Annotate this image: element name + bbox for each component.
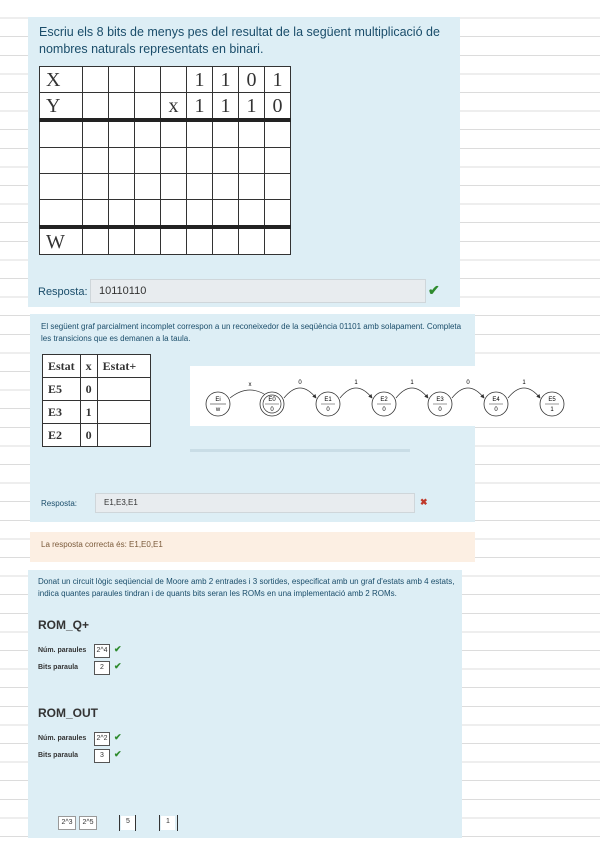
- table-row: [43, 401, 151, 424]
- grid-cell: 1: [213, 67, 239, 93]
- state-name: E4: [492, 397, 500, 403]
- table-cell-x: 0: [80, 424, 97, 447]
- grid-cell: [83, 148, 109, 174]
- grid-cell: [109, 120, 135, 148]
- grid-row: [40, 174, 291, 200]
- state-output: 0: [438, 407, 442, 413]
- grid-cell: 1: [239, 93, 265, 121]
- table-cell-next[interactable]: [97, 378, 150, 401]
- table-header-estat: Estat: [43, 355, 81, 378]
- grid-cell: 1: [213, 93, 239, 121]
- num-paraules-label: Núm. paraules: [38, 647, 87, 654]
- answer-input[interactable]: E1,E3,E1: [95, 493, 415, 513]
- correct-answer-feedback: La resposta correcta és: E1,E0,E1: [41, 540, 163, 549]
- grid-cell: [135, 93, 161, 121]
- grid-cell: [161, 200, 187, 228]
- grid-cell: [187, 148, 213, 174]
- grid-cell: [187, 227, 213, 255]
- question-1-prompt: Escriu els 8 bits de menys pes del resultat de la següent multiplicació de nombres naturals representats en binari.: [39, 25, 440, 56]
- grid-cell: [109, 148, 135, 174]
- grid-cell: [161, 67, 187, 93]
- state-name: E5: [548, 397, 556, 403]
- answer-input[interactable]: 10110110: [90, 279, 426, 303]
- grid-cell: [239, 200, 265, 228]
- grid-row: [40, 93, 291, 121]
- feedback-box: [30, 532, 475, 562]
- grid-cell: [83, 200, 109, 228]
- grid-cell: [109, 174, 135, 200]
- wrong-cross-icon: ✖: [420, 497, 428, 507]
- check-icon: ✔: [114, 732, 122, 742]
- table-row: [43, 378, 151, 401]
- init-state-bottom-label: w: [215, 407, 221, 413]
- grid-cell: [83, 93, 109, 121]
- grid-cell: 1: [265, 67, 291, 93]
- grid-cell: [265, 174, 291, 200]
- grid-cell: [213, 227, 239, 255]
- grid-cell: [83, 174, 109, 200]
- table-cell-next[interactable]: [97, 401, 150, 424]
- question-3-card: [28, 570, 462, 838]
- grid-cell: [161, 227, 187, 255]
- grid-cell: [83, 67, 109, 93]
- grid-cell: [161, 120, 187, 148]
- edge-label: 0: [466, 380, 470, 386]
- question-1-card: [28, 17, 460, 307]
- grid-cell: 1: [187, 67, 213, 93]
- rom-q-bits-paraula-drop[interactable]: 2: [94, 661, 110, 675]
- rom-out-bits-paraula-drop[interactable]: 3: [94, 749, 110, 763]
- state-graph: [190, 366, 600, 426]
- grid-row: [40, 148, 291, 174]
- state-name: E1: [324, 397, 332, 403]
- init-state-top-label: Ei: [215, 397, 221, 403]
- grid-cell: [109, 200, 135, 228]
- edge-label: 1: [522, 380, 526, 386]
- rom-q-title: ROM_Q+: [38, 618, 90, 632]
- table-cell-x: 0: [80, 378, 97, 401]
- answer-label: Resposta:: [38, 286, 88, 298]
- grid-cell: [109, 93, 135, 121]
- table-header-next: Estat+: [97, 355, 150, 378]
- rom-out-num-paraules-drop[interactable]: 2^2: [94, 732, 110, 746]
- answer-label: Resposta:: [41, 499, 78, 508]
- state-output: 1: [550, 407, 554, 413]
- transition-edge: [452, 388, 484, 398]
- edge-label: 0: [298, 380, 302, 386]
- question-3-prompt: Donat un circuit lògic seqüencial de Moore amb 2 entrades i 3 sortides, especificat amb un graf d'estats amb 4 estats, indica quantes paraules tindran i de quants bits seran les ROMs en una implementació amb 2 ROMs.: [38, 577, 455, 598]
- grid-row-label: [40, 148, 83, 174]
- init-edge-label: x: [248, 382, 252, 388]
- grid-row: [40, 200, 291, 228]
- grid-cell: [213, 200, 239, 228]
- grid-cell: x: [161, 93, 187, 121]
- rom-q-num-paraules-drop[interactable]: 2^4: [94, 644, 110, 658]
- grid-cell: [161, 148, 187, 174]
- grid-row-label: [40, 120, 83, 148]
- grid-cell: 0: [239, 67, 265, 93]
- grid-cell: [187, 174, 213, 200]
- correct-check-icon: ✔: [428, 282, 440, 298]
- grid-cell: [239, 148, 265, 174]
- grid-cell: [213, 148, 239, 174]
- check-icon: ✔: [114, 661, 122, 671]
- check-icon: ✔: [114, 644, 122, 654]
- grid-cell: [109, 227, 135, 255]
- grid-cell: [265, 148, 291, 174]
- table-row: [43, 424, 151, 447]
- table-cell-estat: E3: [43, 401, 81, 424]
- grid-row: [40, 227, 291, 255]
- transition-edge: [284, 388, 316, 398]
- grid-row: [40, 67, 291, 93]
- grid-row-label: [40, 174, 83, 200]
- grid-cell: 0: [265, 93, 291, 121]
- grid-cell: [187, 200, 213, 228]
- grid-cell: 1: [187, 93, 213, 121]
- table-header-x: x: [80, 355, 97, 378]
- grid-cell: [239, 227, 265, 255]
- multiplication-grid: [39, 66, 291, 255]
- state-output: 0: [382, 407, 386, 413]
- grid-cell: [135, 148, 161, 174]
- grid-cell: [83, 120, 109, 148]
- grid-cell: [83, 227, 109, 255]
- grid-cell: [213, 174, 239, 200]
- grid-cell: [187, 120, 213, 148]
- grid-cell: [135, 200, 161, 228]
- grid-row-label: W: [40, 227, 83, 255]
- transition-edge: [340, 388, 372, 398]
- drag-token-1[interactable]: 1: [161, 816, 175, 830]
- question-2-prompt: El següent graf parcialment incomplet correspon a un reconeixedor de la seqüència 01101 amb solapament. Completa les transicions que es demanen a la taula.: [41, 322, 462, 343]
- grid-cell: [135, 120, 161, 148]
- drag-token-2-5[interactable]: 2^5: [79, 816, 97, 830]
- table-cell-x: 1: [80, 401, 97, 424]
- state-output: 0: [494, 407, 498, 413]
- grid-cell: [135, 67, 161, 93]
- grid-cell: [109, 67, 135, 93]
- check-icon: ✔: [114, 749, 122, 759]
- transition-edge: [396, 388, 428, 398]
- drag-token-2-3[interactable]: 2^3: [58, 816, 76, 830]
- grid-row: [40, 120, 291, 148]
- rom-out-title: ROM_OUT: [38, 706, 98, 720]
- state-name: E2: [380, 397, 388, 403]
- edge-label: 1: [354, 380, 358, 386]
- question-2-card: [30, 314, 556, 522]
- grid-cell: [265, 120, 291, 148]
- grid-cell: [239, 120, 265, 148]
- grid-cell: [239, 174, 265, 200]
- transition-table: [42, 354, 151, 447]
- grid-row-label: Y: [40, 93, 83, 121]
- drag-token-5[interactable]: 5: [121, 816, 135, 830]
- grid-row-label: [40, 200, 83, 228]
- state-name: E0: [268, 397, 276, 403]
- grid-cell: [213, 120, 239, 148]
- grid-row-label: X: [40, 67, 83, 93]
- grid-cell: [265, 200, 291, 228]
- grid-cell: [161, 174, 187, 200]
- grid-cell: [265, 227, 291, 255]
- state-name: E3: [436, 397, 444, 403]
- transition-edge: [508, 388, 540, 398]
- state-output: 0: [270, 407, 274, 413]
- bits-paraula-label: Bits paraula: [38, 664, 79, 671]
- grid-cell: [135, 227, 161, 255]
- bits-paraula-label: Bits paraula: [38, 752, 79, 759]
- state-output: 0: [326, 407, 330, 413]
- table-cell-estat: E5: [43, 378, 81, 401]
- grid-cell: [135, 174, 161, 200]
- table-cell-next[interactable]: [97, 424, 150, 447]
- num-paraules-label: Núm. paraules: [38, 735, 87, 742]
- edge-label: 1: [410, 380, 414, 386]
- graph-scrollbar[interactable]: [190, 449, 410, 452]
- table-cell-estat: E2: [43, 424, 81, 447]
